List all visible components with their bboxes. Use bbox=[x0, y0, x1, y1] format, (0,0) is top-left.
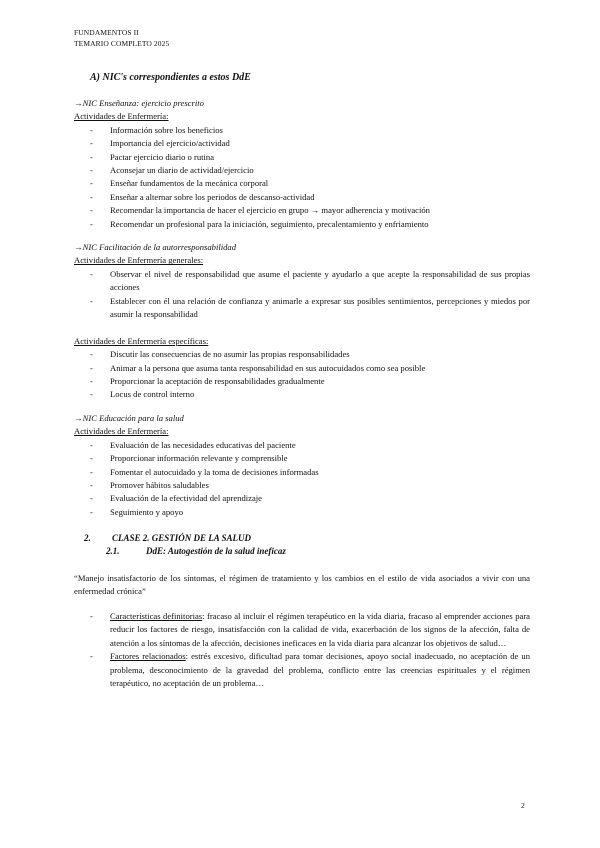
definition-quote: “Manejo insatisfactorio de los síntomas, el régimen de tratamiento y los cambios en el estilo de vida asociados a vivir con una enfermedad crónica” bbox=[74, 573, 530, 597]
list-item: - Recomendar la importancia de hacer el ejercicio en grupo → mayor adherencia y motivación bbox=[90, 205, 430, 216]
list-item: - Establecer con él una relación de confianza y animarle a expresar sus posibles sentimientos, percepciones y miedos por asumir la responsabilidad bbox=[90, 295, 530, 320]
activities-list bbox=[74, 439, 530, 519]
subsection-number: 2.1. bbox=[106, 546, 120, 556]
section-heading-nic: A) NIC's correspondientes a estos DdE bbox=[90, 72, 251, 83]
nic-title: →NIC Facilitación de la autorresponsabilidad bbox=[74, 242, 237, 252]
page-number: 2 bbox=[521, 801, 525, 810]
clase-number: 2. bbox=[84, 533, 91, 543]
list-item: - Promover hábitos saludables bbox=[90, 480, 209, 491]
nic-ensenanza-block bbox=[74, 97, 530, 231]
characteristics-item: - Características definitorias: fracaso al incluir el régimen terapéutico en la vida diaria, fracaso al emprender acciones para reducir los factores de riesgo, insatisfacción con la calidad de vida, exacerbación de los signos de la afección, falta de atención a los síntomas de la afección, decisiones ineficaces en la vida diaria para alcanzar los objetivos de salud… bbox=[90, 611, 530, 648]
list-item: - Fomentar el autocuidado y la toma de decisiones informadas bbox=[90, 466, 319, 477]
activities-list bbox=[74, 124, 530, 231]
subsection-title: DdE: Autogestión de la salud ineficaz bbox=[146, 546, 286, 556]
nic-autorresponsabilidad-block bbox=[74, 241, 530, 402]
activities-specific-label: Actividades de Enfermería específicas: bbox=[74, 335, 209, 346]
characteristics-label: Características definitorias bbox=[110, 611, 203, 621]
diagnosis-details-list bbox=[74, 610, 530, 690]
list-item: - Animar a la persona que asuma tanta responsabilidad en sus autocuidados como sea posible bbox=[90, 362, 426, 373]
list-item: - Enseñar fundamentos de la mecánica corporal bbox=[90, 178, 269, 189]
list-item: - Aconsejar un diario de actividad/ejercicio bbox=[90, 165, 254, 176]
list-item: - Recomendar un profesional para la iniciación, seguimiento, precalentamiento y enfriamiento bbox=[90, 218, 429, 229]
nic-educacion-block bbox=[74, 412, 530, 519]
list-item: - Pactar ejercicio diario o rutina bbox=[90, 151, 215, 162]
list-item: - Observar el nivel de responsabilidad que asume el paciente y ayudarlo a que acepte la responsabilidad de sus propias acciones bbox=[90, 268, 530, 293]
page-header bbox=[74, 28, 169, 49]
list-item: - Proporcionar información relevante y comprensible bbox=[90, 453, 288, 464]
list-item: - Seguimiento y apoyo bbox=[90, 506, 184, 517]
list-item: - Evaluación de la efectividad del aprendizaje bbox=[90, 493, 262, 504]
list-item: - Locus de control interno bbox=[90, 389, 195, 400]
activities-general-label: Actividades de Enfermería generales: bbox=[74, 255, 204, 266]
list-item: - Proporcionar la aceptación de responsabilidades gradualmente bbox=[90, 376, 325, 387]
header-course: FUNDAMENTOS II bbox=[74, 28, 139, 37]
factors-item: - Factores relacionados: estrés excesivo, dificultad para tomar decisiones, apoyo social inadecuado, no aceptación de un problema, desconocimiento de la gravedad del problema, conflicto entre las creencias espirituales y el régimen terapéutico, no aceptación de un problema… bbox=[90, 651, 530, 689]
activities-general-list bbox=[74, 268, 530, 322]
list-item: - Información sobre los beneficios bbox=[90, 124, 223, 135]
nic-title: →NIC Educación para la salud bbox=[74, 413, 184, 423]
list-item: - Enseñar a alternar sobre los periodos de descanso-actividad bbox=[90, 191, 315, 202]
list-item: - Discutir las consecuencias de no asumir las propias responsabilidades bbox=[90, 349, 350, 360]
header-subtitle: TEMARIO COMPLETO 2025 bbox=[74, 38, 170, 48]
factors-text: : estrés excesivo, dificultad para tomar decisiones, apoyo social inadecuado, no aceptación de un problema, desconocimiento de la gravedad del problema, conflicto entre las creencias espirituales y el régimen terapéutico, no aceptación de un problema… bbox=[110, 651, 530, 689]
activities-specific-list bbox=[74, 348, 530, 402]
factors-label: Factores relacionados bbox=[110, 651, 186, 662]
list-item: - Evaluación de las necesidades educativas del paciente bbox=[90, 439, 296, 450]
clase-title: CLASE 2. GESTIÓN DE LA SALUD bbox=[112, 533, 252, 543]
activities-label: Actividades de Enfermería: bbox=[74, 111, 169, 122]
nic-title: →NIC Enseñanza: ejercicio prescrito bbox=[74, 98, 204, 108]
list-item: - Importancia del ejercicio/actividad bbox=[90, 138, 230, 149]
activities-label: Actividades de Enfermería: bbox=[74, 426, 169, 437]
characteristics-text: : fracaso al incluir el régimen terapéutico en la vida diaria, fracaso al emprender acciones para reducir los factores de riesgo, insatisfacción con la calidad de vida, exacerbación de los signos de la afección, falta de atención a los síntomas de la afección, decisiones ineficaces en la vida diaria para alcanzar los objetivos de salud… bbox=[110, 611, 530, 648]
